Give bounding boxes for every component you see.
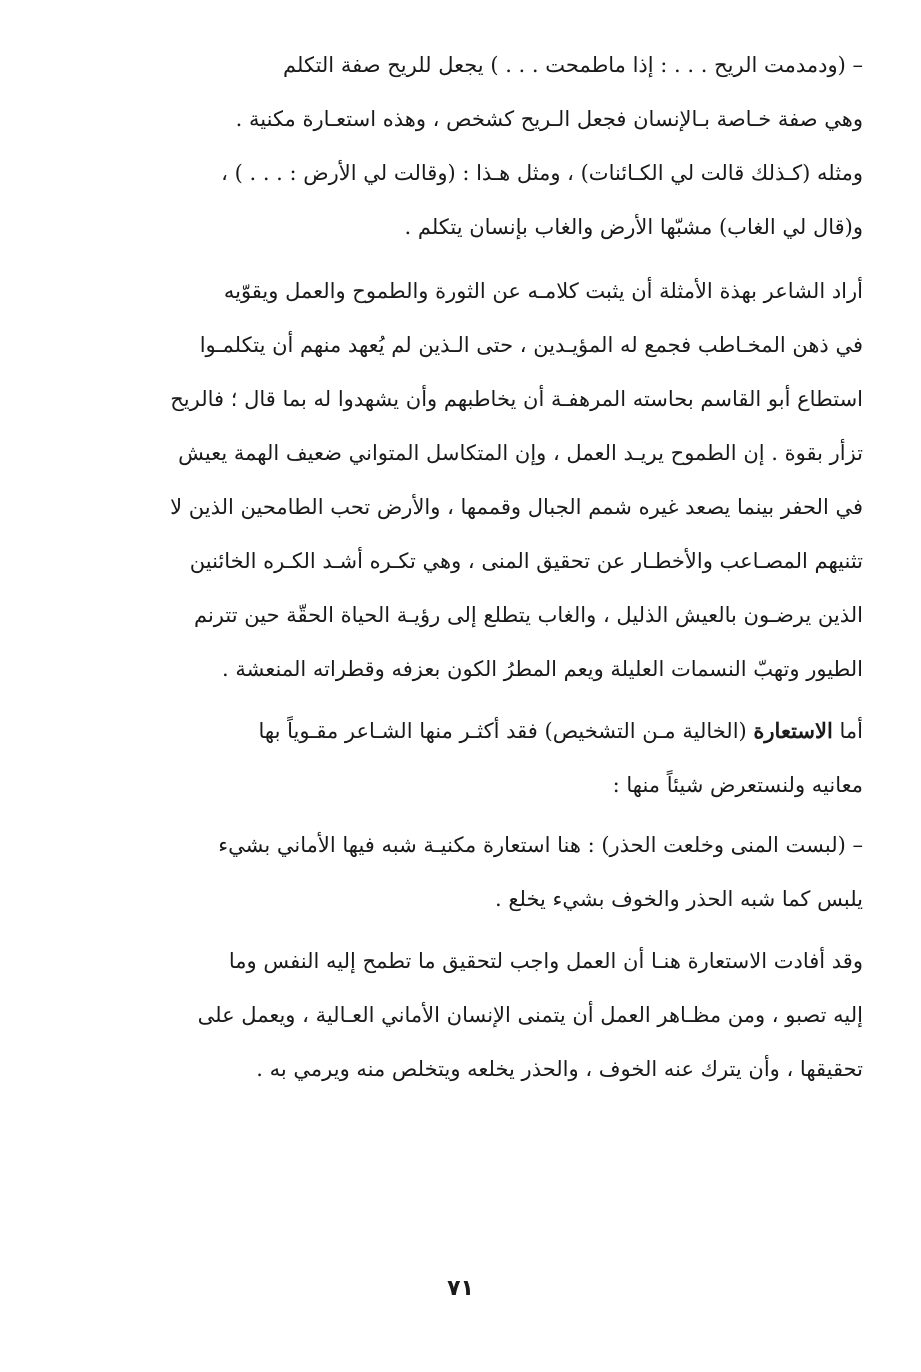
text-line: – (ودمدمت الريح . . . : إذا ماطمحت . . . ) يجعل للريح صفة التكلم bbox=[283, 53, 863, 77]
text-line: استطاع أبو القاسم بحاسته المرهفـة أن يخاطبهم وأن يشهدوا له بما قال ؛ فالريح bbox=[170, 387, 863, 411]
paragraph-5 bbox=[115, 934, 863, 1096]
text-line: – (لبست المنى وخلعت الحذر) : هنا استعارة مكنيـة شبه فيها الأماني بشيء bbox=[218, 833, 863, 857]
paragraph-4 bbox=[115, 818, 863, 926]
text-line: و(قال لي الغاب) مشبّها الأرض والغاب بإنسان يتكلم . bbox=[404, 215, 863, 239]
text-line: في الحفر بينما يصعد غيره شمم الجبال وقممها ، والأرض تحب الطامحين الذين لا bbox=[170, 495, 863, 519]
paragraph-1 bbox=[115, 38, 863, 254]
text-line: أراد الشاعر بهذة الأمثلة أن يثبت كلامـه عن الثورة والطموح والعمل ويقوّيه bbox=[223, 279, 863, 303]
text-line-with-bold-term: أما الاستعارة (الخالية مـن التشخيص) فقد أكثـر منها الشـاعر مقـوياً بها bbox=[258, 718, 863, 743]
text-line: تثنيهم المصـاعب والأخطـار عن تحقيق المنى ، وهي تكـره أشـد الكـره الخائنين bbox=[189, 549, 863, 573]
text-line: في ذهن المخـاطب فجمع له المؤيـدين ، حتى الـذين لم يُعهد منهم أن يتكلمـوا bbox=[199, 333, 863, 357]
text-line: ومثله (كـذلك قالت لي الكـائنات) ، ومثل هـذا : (وقالت لي الأرض : . . . ) ، bbox=[221, 161, 863, 185]
page-number: ٧١ bbox=[447, 1276, 474, 1301]
text-line: الطيور وتهبّ النسمات العليلة ويعم المطرُ الكون بعزفه وقطراته المنعشة . bbox=[222, 657, 863, 681]
text-line: وهي صفة خـاصة بـالإنسان فجعل الـريح كشخص ، وهذه استعـارة مكنية . bbox=[235, 107, 863, 131]
paragraph-2 bbox=[115, 264, 863, 696]
text-line: إليه تصبو ، ومن مظـاهر العمل أن يتمنى الإنسان الأماني العـالية ، ويعمل على bbox=[197, 1003, 863, 1027]
text-line: معانيه ولنستعرض شيئاً منها : bbox=[612, 773, 863, 797]
text-line: تحقيقها ، وأن يترك عنه الخوف ، والحذر يخلعه ويتخلص منه ويرمي به . bbox=[256, 1057, 863, 1081]
bold-term: الاستعارة bbox=[753, 718, 833, 743]
text-line: تزأر بقوة . إن الطموح يريـد العمل ، وإن المتكاسل المتواني ضعيف الهمة يعيش bbox=[178, 441, 863, 465]
text-line: وقد أفادت الاستعارة هنـا أن العمل واجب لتحقيق ما تطمح إليه النفس وما bbox=[228, 949, 863, 973]
paragraph-3 bbox=[115, 704, 863, 812]
text-line: يلبس كما شبه الحذر والخوف بشيء يخلع . bbox=[494, 887, 863, 911]
text-line: الذين يرضـون بالعيش الذليل ، والغاب يتطلع إلى رؤيـة الحياة الحقّة حين تترنم bbox=[193, 603, 863, 627]
